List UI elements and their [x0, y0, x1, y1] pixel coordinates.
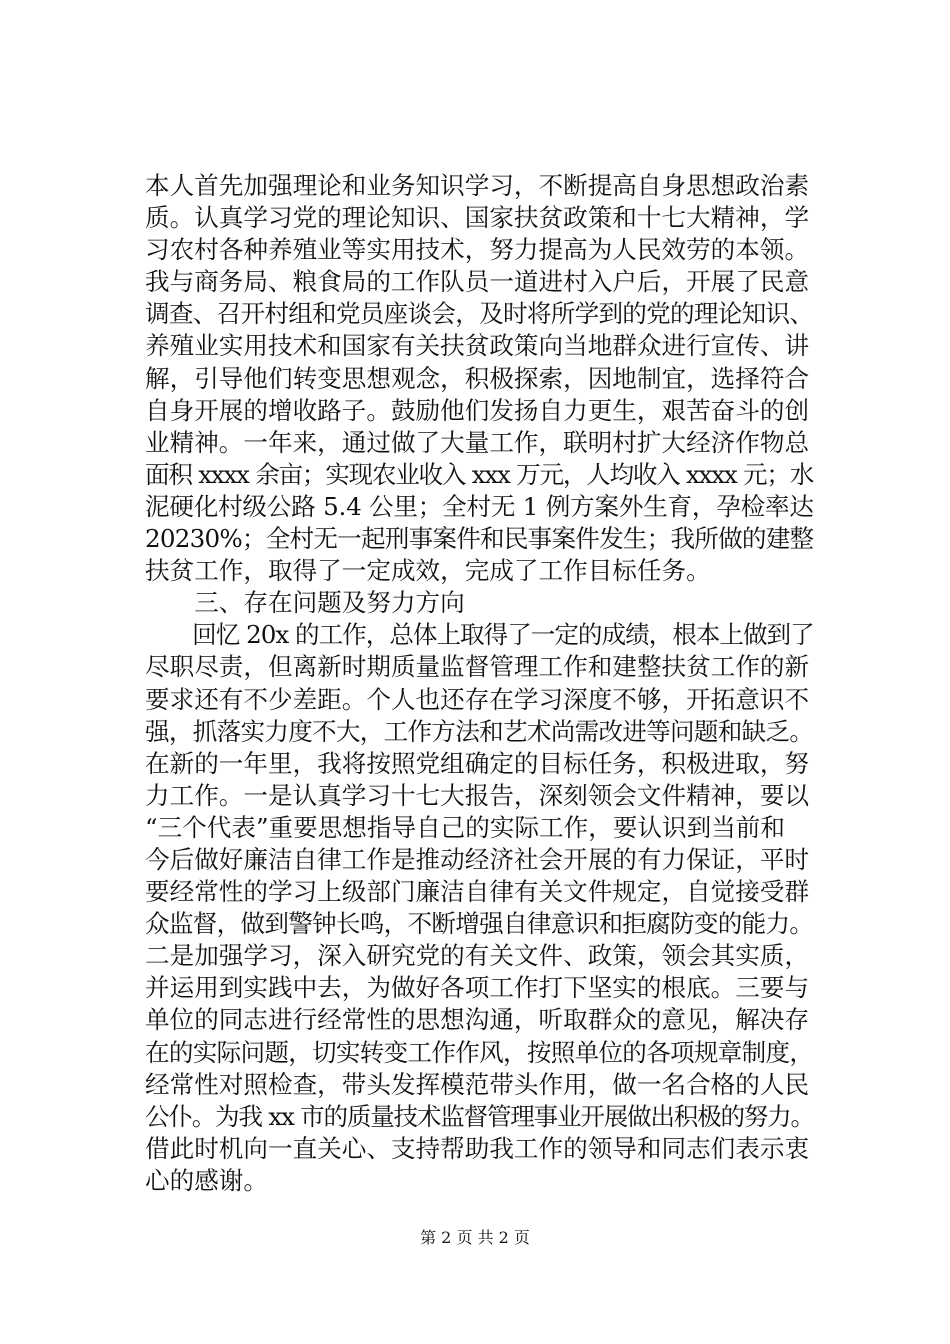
text-line: 业精神。一年来，通过做了大量工作，联明村扩大经济作物总: [145, 427, 810, 457]
text-line: 并运用到实践中去，为做好各项工作打下坚实的根底。三要与: [145, 973, 810, 1003]
text-line: 在新的一年里，我将按照党组确定的目标任务，积极进取，努: [145, 748, 810, 778]
text-line: 自身开展的增收路子。鼓励他们发扬自力更生，艰苦奋斗的创: [145, 395, 810, 425]
text-line: 众监督，做到警钟长鸣，不断增强自律意识和拒腐防变的能力。: [145, 909, 814, 939]
text-line: 面积 xxxx 余亩；实现农业收入 xxx 万元，人均收入 xxxx 元；水: [145, 459, 814, 489]
text-line: 20230%；全村无一起刑事案件和民事案件发生；我所做的建整: [145, 524, 814, 554]
text-line: 力工作。一是认真学习十七大报告，深刻领会文件精神，要以: [145, 780, 810, 810]
text-line: 要求还有不少差距。个人也还存在学习深度不够，开拓意识不: [145, 684, 810, 714]
text-line: 要经常性的学习上级部门廉洁自律有关文件规定，自觉接受群: [145, 877, 810, 907]
text-line: 今后做好廉洁自律工作是推动经济社会开展的有力保证，平时: [145, 844, 810, 874]
text-line: 三、存在问题及努力方向: [145, 588, 465, 618]
text-line: 质。认真学习党的理论知识、国家扶贫政策和十七大精神，学: [145, 203, 810, 233]
text-line: 解，引导他们转变思想观念，积极探索，因地制宜，选择符合: [145, 363, 810, 393]
text-line: 心的感谢。: [145, 1165, 268, 1195]
text-line: 公仆。为我 xx 市的质量技术监督管理事业开展做出积极的努力。: [145, 1101, 814, 1131]
text-line: 习农村各种养殖业等实用技术，努力提高为人民效劳的本领。: [145, 235, 810, 265]
text-line: 借此时机向一直关心、支持帮助我工作的领导和同志们表示衷: [145, 1133, 810, 1163]
document-body: [145, 170, 815, 1197]
text-line: 本人首先加强理论和业务知识学习，不断提高自身思想政治素: [145, 171, 810, 200]
text-line: 扶贫工作，取得了一定成效，完成了工作目标任务。: [145, 556, 711, 586]
text-line: 经常性对照检查，带头发挥模范带头作用，做一名合格的人民: [145, 1069, 810, 1099]
text-line: 强，抓落实力度不大，工作方法和艺术尚需改进等问题和缺乏。: [145, 716, 814, 746]
text-line: 养殖业实用技术和国家有关扶贫政策向当地群众进行宣传、讲: [145, 331, 810, 361]
text-line: “三个代表”重要思想指导自己的实际工作，要认识到当前和: [145, 812, 785, 842]
text-line: 我与商务局、粮食局的工作队员一道进村入户后，开展了民意: [145, 267, 810, 297]
text-line: 尽职尽责，但离新时期质量监督管理工作和建整扶贫工作的新: [145, 652, 810, 682]
text-line: 在的实际问题，切实转变工作作风，按照单位的各项规章制度，: [145, 1037, 814, 1067]
text-line: 二是加强学习，深入研究党的有关文件、政策，领会其实质，: [145, 941, 810, 971]
text-line: 单位的同志进行经常性的思想沟通，听取群众的意见，解决存: [145, 1005, 810, 1035]
text-line: 调查、召开村组和党员座谈会，及时将所学到的党的理论知识、: [145, 299, 814, 329]
page-footer: 第 2 页 共 2 页: [420, 1228, 530, 1247]
text-line: 回忆 20x 的工作，总体上取得了一定的成绩，根本上做到了: [145, 620, 814, 650]
text-line: 泥硬化村级公路 5.4 公里；全村无 1 例方案外生育，孕检率达: [145, 491, 814, 521]
